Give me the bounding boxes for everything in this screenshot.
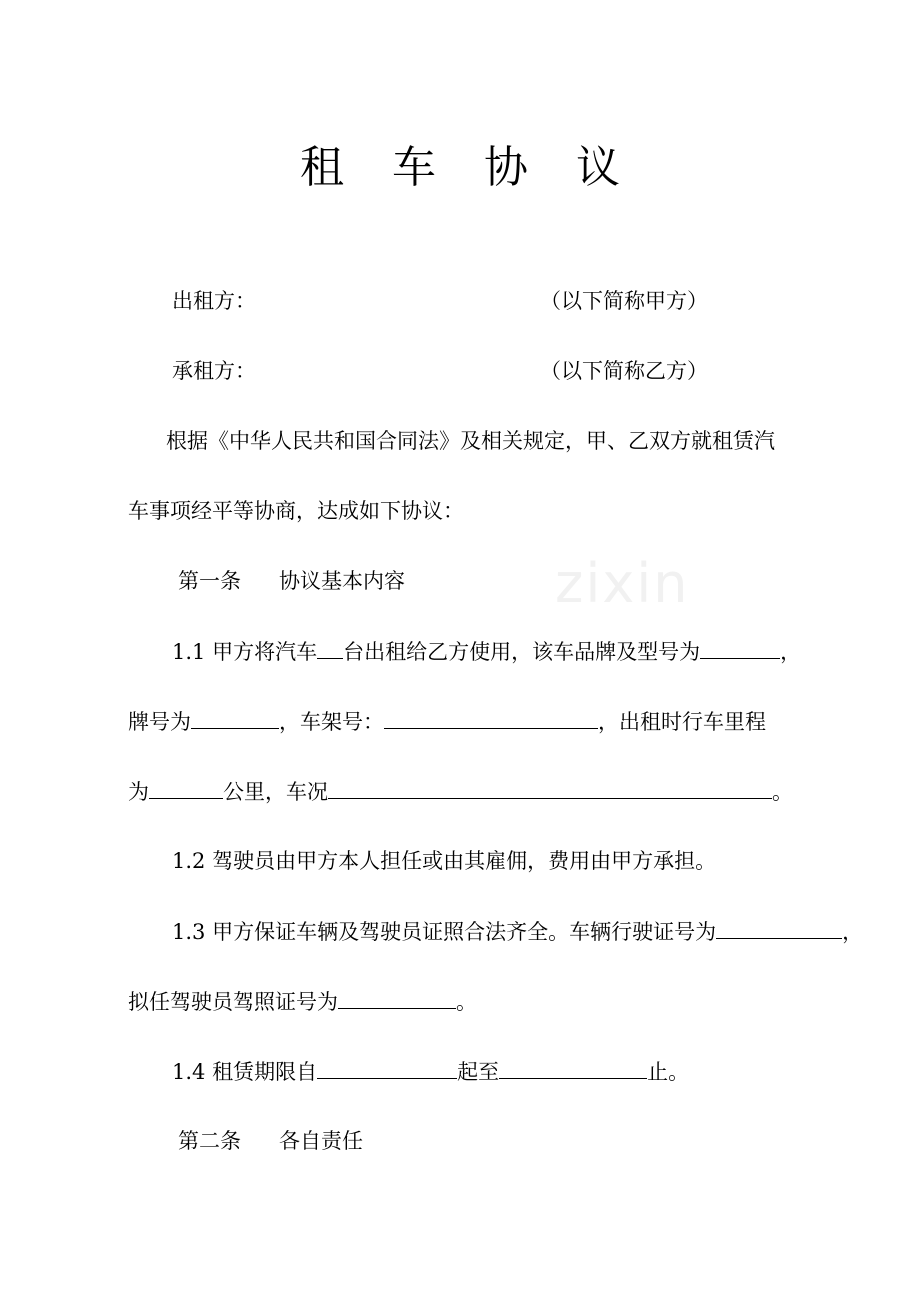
lessee-label: 承租方： (172, 359, 256, 383)
article-1-heading (178, 566, 405, 596)
title-char: 协 (484, 142, 528, 193)
article-title: 协议基本内容 (279, 569, 405, 593)
blank-field-vin[interactable] (384, 706, 598, 729)
preamble-line-1: 根据《中华人民共和国合同法》及相关规定，甲、乙双方就租赁汽 (166, 429, 775, 453)
clause-1-3-line-2 (128, 986, 477, 1017)
clause-text: 止。 (647, 1060, 690, 1084)
title-char: 车 (392, 142, 436, 193)
clause-text: 牌号为 (128, 710, 191, 734)
title-char: 租 (300, 142, 344, 193)
clause-text: 拟任驾驶员驾照证号为 (128, 990, 338, 1014)
document-title (0, 138, 920, 198)
blank-field-license[interactable] (338, 986, 456, 1009)
clause-text: 。 (456, 990, 477, 1014)
clause-text: ， (842, 920, 864, 944)
clause-text: 1.1 甲方将汽车 (172, 640, 318, 664)
clause-text: 1.3 甲方保证车辆及驾驶员证照合法齐全。车辆行驶证号为 (172, 920, 717, 944)
clause-text: 公里，车况 (223, 780, 328, 804)
clause-1-4 (172, 1056, 689, 1087)
article-2-heading (178, 1126, 363, 1156)
blank-field-mileage[interactable] (149, 776, 223, 799)
clause-1-3-line-1 (172, 916, 863, 947)
clause-text: 为 (128, 780, 149, 804)
clause-1-2: 1.2 驾驶员由甲方本人担任或由其雇佣，费用由甲方承担。 (172, 849, 717, 873)
blank-field-registration[interactable] (716, 916, 842, 939)
blank-field-start-date[interactable] (317, 1056, 457, 1079)
clause-1-1-line-3 (128, 776, 793, 807)
clause-text: 台出租给乙方使用，该车品牌及型号为 (343, 640, 701, 664)
title-char: 议 (576, 142, 620, 193)
lessor-label: 出租方： (172, 289, 256, 313)
blank-field-condition[interactable] (328, 776, 772, 799)
blank-field-plate[interactable] (191, 706, 279, 729)
clause-text: 1.4 租赁期限自 (172, 1060, 318, 1084)
blank-field-model[interactable] (700, 636, 780, 659)
clause-text: ，出租时行车里程 (598, 710, 766, 734)
clause-text: 起至 (457, 1060, 500, 1084)
blank-field-quantity[interactable] (317, 636, 343, 659)
article-number: 第一条 (178, 569, 241, 593)
preamble-line-2: 车事项经平等协商，达成如下协议： (128, 499, 464, 523)
lessor-alias: （以下简称甲方） (540, 289, 708, 313)
clause-text: 。 (772, 780, 793, 804)
clause-text: ， (780, 640, 802, 664)
lessee-alias: （以下简称乙方） (540, 359, 708, 383)
clause-1-1-line-1 (172, 636, 801, 667)
blank-field-end-date[interactable] (499, 1056, 647, 1079)
watermark: zixin (555, 552, 690, 615)
clause-text: ，车架号： (279, 710, 384, 734)
article-title: 各自责任 (279, 1129, 363, 1153)
article-number: 第二条 (178, 1129, 241, 1153)
clause-1-1-line-2 (128, 706, 766, 737)
